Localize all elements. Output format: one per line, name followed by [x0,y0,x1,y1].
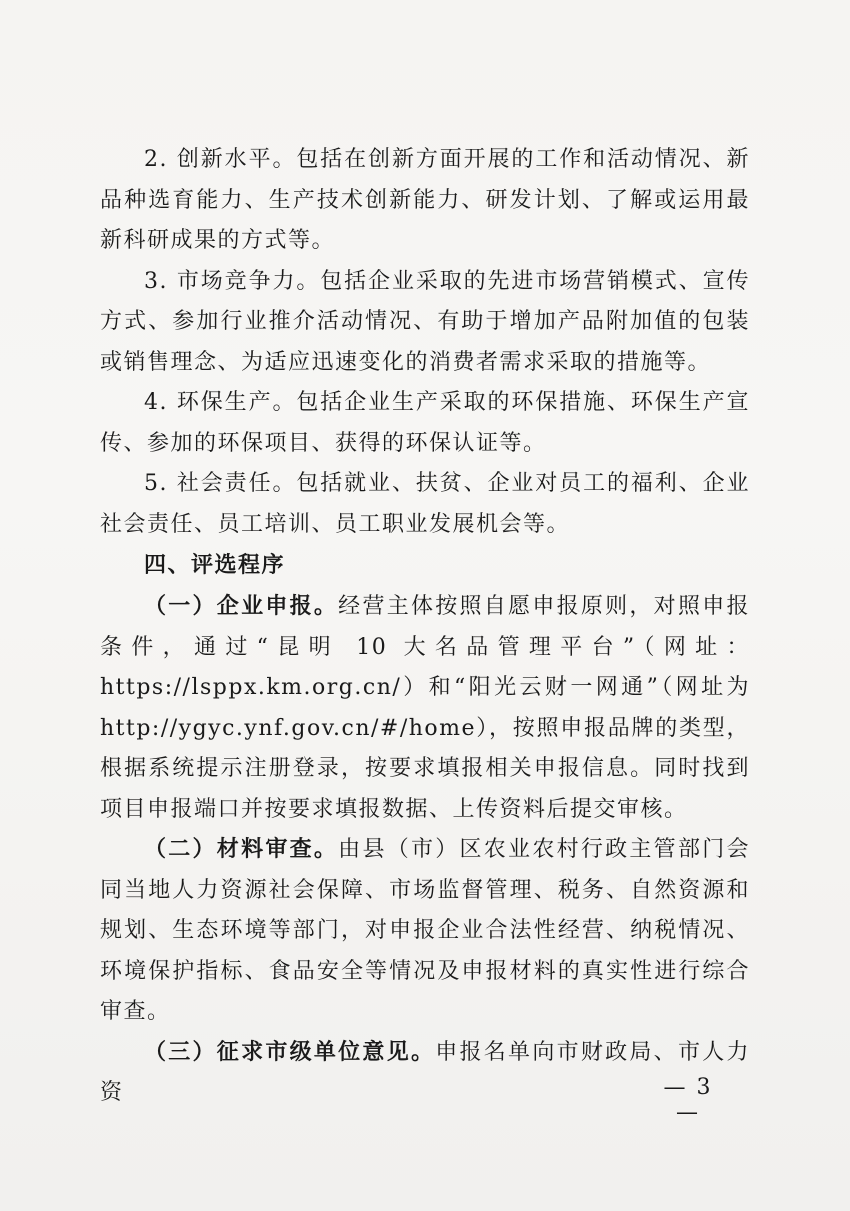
procedure-step-1 [100,587,750,830]
criterion-innovation: 2. 创新水平。包括在创新方面开展的工作和活动情况、新品种选育能力、生产技术创新能力、研发计划、了解或运用最新科研成果的方式等。 [100,147,750,253]
document-body [100,140,750,1114]
criterion-environmental-production: 4. 环保生产。包括企业生产采取的环保措施、环保生产宣传、参加的环保项目、获得的环保认证等。 [100,390,750,456]
procedure-step-1-text-b: https://lsppx.km.org.cn/）和“阳光云财一网通”（网址为 http://ygyc.ynf.gov.cn/#/home），按照申报品牌的类型，根据系统提示注册登录，按要求填报相关申报信息。同时找到项目申报端口并按要求填报数据、上传资料后提交审核。 [100,675,750,822]
procedure-step-1-title: （一）企业申报。 [144,594,339,619]
procedure-step-1-text-a: 经营主体按照自愿申报原则，对照申报条件，通过“昆明 10 大名品管理平台”（网址： [100,594,750,660]
procedure-step-3-title: （三）征求市级单位意见。 [144,1039,436,1065]
criterion-market-competitiveness: 3. 市场竞争力。包括企业采取的先进市场营销模式、宣传方式、参加行业推介活动情况、有助于增加产品附加值的包装或销售理念、为适应迅速变化的消费者需求采取的措施等。 [100,268,750,375]
criterion-social-responsibility: 5. 社会责任。包括就业、扶贫、企业对员工的福利、企业社会责任、员工培训、员工职业发展机会等。 [100,471,750,537]
procedure-step-2-text: 由县（市）区农业农村行政主管部门会同当地人力资源社会保障、市场监督管理、税务、自然资源和规划、生态环境等部门，对申报企业合法性经营、纳税情况、环境保护指标、食品安全等情况及申报材料的真实性进行综合审查。 [100,837,750,1024]
page-number: — 3 — [663,1075,713,1125]
section-heading: 四、评选程序 [144,553,286,578]
procedure-step-2-title: （二）材料审查。 [144,837,339,862]
procedure-step-3-text: 申报名单向市财政局、市人力资 [100,1039,750,1105]
procedure-step-2 [100,830,750,1033]
